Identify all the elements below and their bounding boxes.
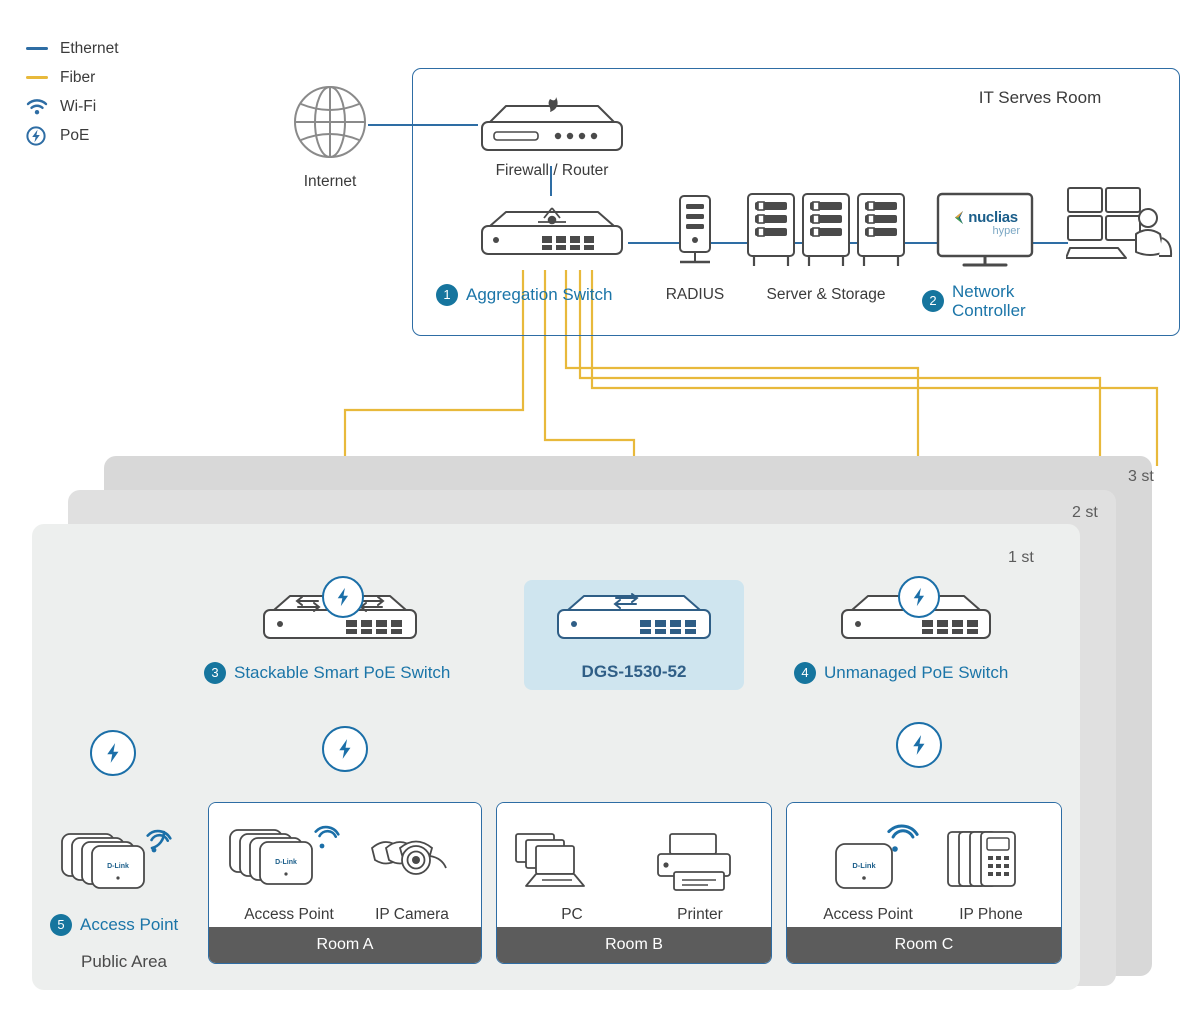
room-c-phone-label: IP Phone xyxy=(959,906,1023,923)
network-controller-label: Network Controller xyxy=(952,282,1026,320)
poe-icon xyxy=(90,730,136,776)
ip-phone-stack-icon xyxy=(946,826,1038,901)
room-c-access-point-label: Access Point xyxy=(823,906,913,923)
room-a-access-point-label: Access Point xyxy=(244,906,334,923)
legend-item-ethernet xyxy=(26,34,216,63)
legend-item-wifi xyxy=(26,92,216,121)
floor-tag-1: 1 st xyxy=(1008,549,1034,566)
room-b-title: Room B xyxy=(497,927,771,963)
svg-text:D-Link: D-Link xyxy=(107,863,129,870)
floor-tag-3: 3 st xyxy=(1128,468,1154,485)
room-c-title: Room C xyxy=(787,927,1061,963)
admin-workstation-icon xyxy=(1066,186,1174,279)
server-tower-icon xyxy=(674,194,716,277)
badge-4: 4 xyxy=(794,662,816,684)
poe-icon xyxy=(322,576,364,618)
dome-camera-icon xyxy=(366,830,458,899)
badge-5: 5 xyxy=(50,914,72,936)
legend xyxy=(26,34,216,150)
legend-label: Wi-Fi xyxy=(60,97,97,115)
firewall-label: Firewall / Router xyxy=(495,162,609,179)
internet-label: Internet xyxy=(303,173,357,190)
poe-icon xyxy=(898,576,940,618)
wifi-icon xyxy=(26,98,60,116)
aggregation-switch-label-row xyxy=(436,284,612,306)
legend-item-poe xyxy=(26,121,216,150)
badge-1: 1 xyxy=(436,284,458,306)
public-area-title: Public Area xyxy=(81,952,167,971)
nuclias-logo xyxy=(944,200,1026,246)
rack-servers-icon xyxy=(744,190,908,277)
legend-label: Fiber xyxy=(60,68,96,86)
dgs1530-label: DGS-1530-52 xyxy=(581,662,687,681)
access-point-stack-icon xyxy=(60,822,180,897)
switch-icon xyxy=(552,588,716,655)
badge-2: 2 xyxy=(922,290,944,312)
it-serves-room-title: IT Serves Room xyxy=(978,88,1102,107)
ethernet-line-icon xyxy=(26,47,60,50)
public-access-point-label: Access Point xyxy=(80,915,179,934)
aggregation-switch-label: Aggregation Switch xyxy=(466,285,613,304)
switch-icon xyxy=(476,204,628,273)
nuclias-wordmark: nuclias xyxy=(968,209,1018,226)
access-point-icon xyxy=(828,820,924,897)
stackable-switch-label-row xyxy=(204,662,450,684)
access-point-stack-icon xyxy=(228,818,348,893)
room-b-pc-label: PC xyxy=(561,906,583,923)
unmanaged-switch-label-row xyxy=(794,662,1008,684)
room-a-camera-label: IP Camera xyxy=(375,906,449,923)
nuclias-subword: hyper xyxy=(992,225,1020,237)
poe-icon xyxy=(26,126,60,146)
nuclias-mark-icon xyxy=(952,210,965,225)
svg-text:D-Link: D-Link xyxy=(275,859,297,866)
poe-icon xyxy=(896,722,942,768)
fiber-line-icon xyxy=(26,76,60,79)
unmanaged-switch-label: Unmanaged PoE Switch xyxy=(824,663,1009,682)
legend-label: Ethernet xyxy=(60,39,119,57)
network-controller-label-row xyxy=(922,282,1052,320)
legend-item-fiber xyxy=(26,63,216,92)
poe-icon xyxy=(322,726,368,772)
svg-text:D-Link: D-Link xyxy=(852,861,876,870)
public-access-point-label-row xyxy=(50,914,178,936)
printer-icon xyxy=(652,832,748,899)
room-b-printer-label: Printer xyxy=(677,906,723,923)
laptop-stack-icon xyxy=(514,828,624,899)
legend-label: PoE xyxy=(60,126,90,144)
globe-icon xyxy=(292,84,368,165)
floor-tag-2: 2 st xyxy=(1072,504,1098,521)
stackable-switch-label: Stackable Smart PoE Switch xyxy=(234,663,451,682)
badge-3: 3 xyxy=(204,662,226,684)
radius-label: RADIUS xyxy=(665,286,725,303)
firewall-icon xyxy=(476,96,628,171)
server-storage-label: Server & Storage xyxy=(766,286,886,303)
room-a-title: Room A xyxy=(209,927,481,963)
